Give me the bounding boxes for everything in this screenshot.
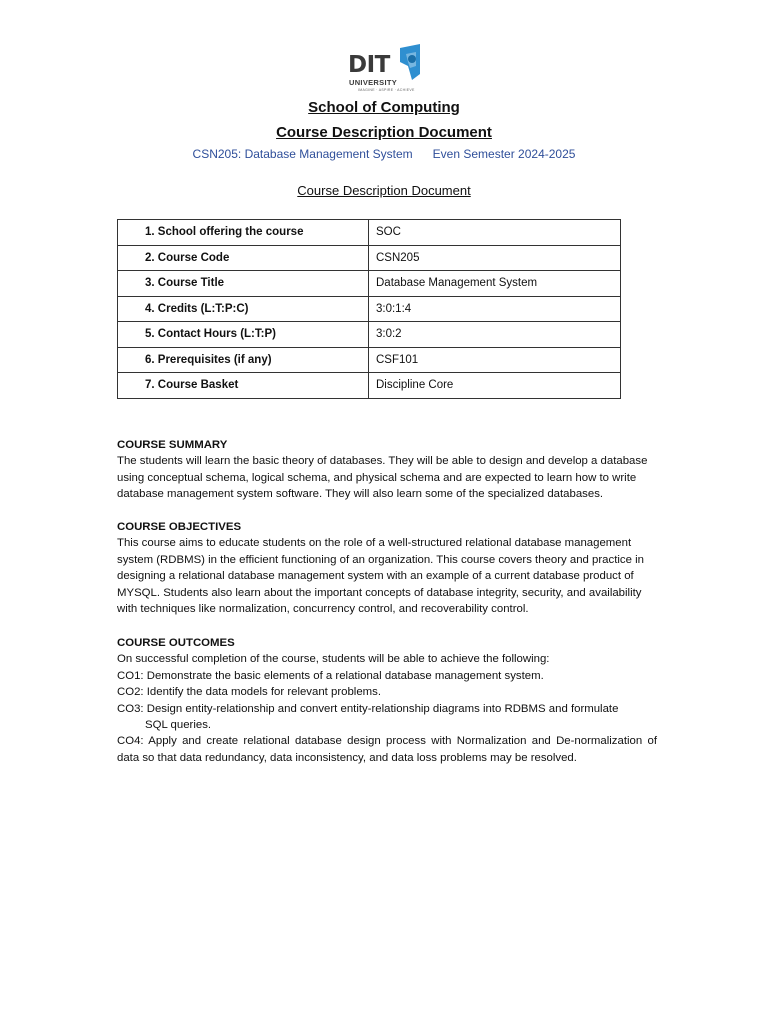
row-label: 1. School offering the course bbox=[118, 220, 369, 246]
row-value: 3:0:2 bbox=[369, 322, 621, 348]
outcome-co3-continued: SQL queries. bbox=[145, 719, 212, 732]
objectives-line: system (RDBMS) in the efficient functioning of an organization. This course covers theory and practice in bbox=[117, 553, 644, 566]
row-label: 3. Course Title bbox=[118, 271, 369, 297]
course-objectives-section bbox=[117, 519, 657, 617]
course-line bbox=[0, 147, 768, 161]
outcome-co4-continued: data so that data redundancy, data inconsistency, and data loss problems may be resolved. bbox=[117, 751, 577, 764]
row-value: CSN205 bbox=[369, 245, 621, 271]
summary-line: using conceptual schema, logical schema, and physical schema and are expected to learn how to write bbox=[117, 471, 637, 484]
table-row bbox=[118, 373, 621, 399]
table-row bbox=[118, 271, 621, 297]
outcome-co1: CO1: Demonstrate the basic elements of a relational database management system. bbox=[117, 669, 544, 682]
outcomes-intro: On successful completion of the course, students will be able to achieve the following: bbox=[117, 653, 550, 666]
logo-subtitle: UNIVERSITY bbox=[349, 78, 398, 87]
row-label: 2. Course Code bbox=[118, 245, 369, 271]
course-info-table bbox=[117, 219, 621, 399]
table-row bbox=[118, 296, 621, 322]
outcome-co2: CO2: Identify the data models for relevant problems. bbox=[117, 686, 382, 699]
summary-line: database management system software. They will also learn some of the specialized databases. bbox=[117, 488, 604, 501]
objectives-line: MYSQL. Students also learn about the important concepts of database integrity, security, and availability bbox=[117, 586, 642, 599]
table-row bbox=[118, 347, 621, 373]
summary-line: The students will learn the basic theory of databases. They will be able to design and develop a database bbox=[117, 455, 648, 468]
row-label: 5. Contact Hours (L:T:P) bbox=[118, 322, 369, 348]
logo-tagline: IMAGINE · ASPIRE · ACHIEVE bbox=[358, 88, 415, 92]
table-row bbox=[118, 245, 621, 271]
row-value: Database Management System bbox=[369, 271, 621, 297]
row-value: CSF101 bbox=[369, 347, 621, 373]
document-title: Course Description Document bbox=[276, 124, 492, 141]
gear-logo-icon bbox=[398, 44, 422, 80]
objectives-line: with techniques like normalization, concurrency control, and recoverability control. bbox=[117, 603, 529, 616]
university-logo bbox=[346, 44, 422, 100]
table-row bbox=[118, 322, 621, 348]
row-label: 7. Course Basket bbox=[118, 373, 369, 399]
row-value: Discipline Core bbox=[369, 373, 621, 399]
row-label: 6. Prerequisites (if any) bbox=[118, 347, 369, 373]
semester-label: Even Semester 2024-2025 bbox=[432, 147, 576, 161]
row-value: 3:0:1:4 bbox=[369, 296, 621, 322]
course-outcomes-section bbox=[117, 635, 657, 766]
course-summary-section bbox=[117, 437, 657, 503]
logo-brand: DIT bbox=[348, 52, 390, 78]
row-value: SOC bbox=[369, 220, 621, 246]
outcome-co3: CO3: Design entity-relationship and convert entity-relationship diagrams into RDBMS and formulate bbox=[117, 702, 619, 715]
outcomes-heading: COURSE OUTCOMES bbox=[117, 637, 235, 649]
objectives-heading: COURSE OBJECTIVES bbox=[117, 521, 242, 533]
objectives-line: This course aims to educate students on the role of a well-structured relational database management bbox=[117, 537, 632, 550]
table-row bbox=[118, 220, 621, 246]
section-title: Course Description Document bbox=[297, 183, 471, 198]
summary-heading: COURSE SUMMARY bbox=[117, 439, 228, 451]
row-label: 4. Credits (L:T:P:C) bbox=[118, 296, 369, 322]
objectives-line: designing a relational database management system with an example of a current database product of bbox=[117, 570, 634, 583]
outcome-co4: CO4: Apply and create relational database design process with Normalization and De-normalization of bbox=[117, 735, 657, 748]
course-name: CSN205: Database Management System bbox=[192, 147, 413, 161]
school-title: School of Computing bbox=[308, 99, 460, 116]
